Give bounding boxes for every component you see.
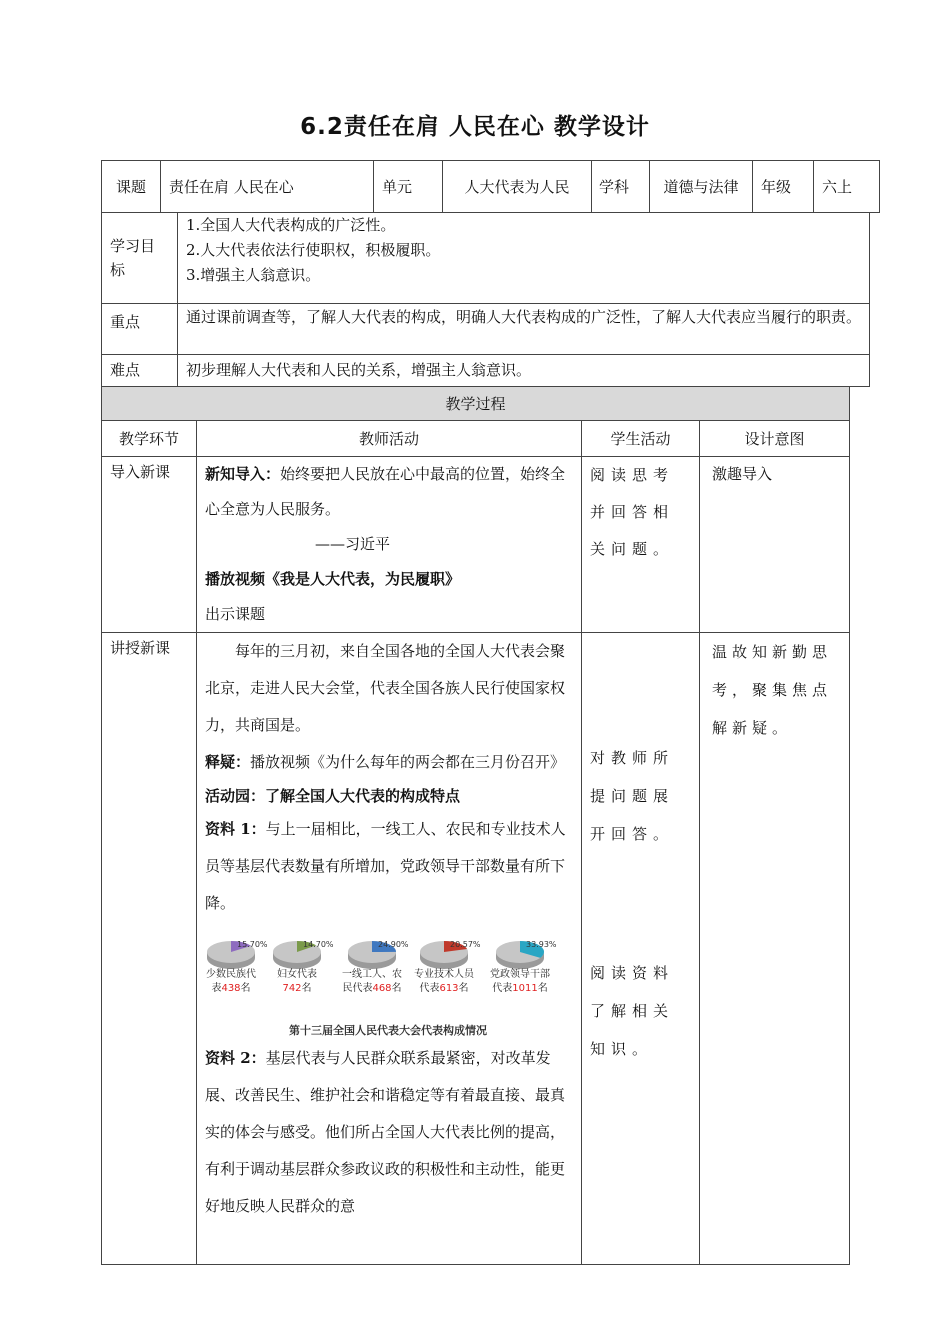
goals-table — [101, 212, 870, 387]
pie-percent-label: 14.70% — [303, 940, 334, 949]
qa-text: 播放视频《为什么每年的两会都在三月份召开》 — [250, 753, 566, 771]
student-cell — [582, 633, 700, 1265]
objectives-label: 学习目标 — [102, 213, 178, 304]
page-title: 6.2责任在肩 人民在心 教学设计 — [300, 114, 650, 140]
column-header: 设计意图 — [700, 421, 850, 457]
pie-category-label: 妇女代表 742名 — [277, 969, 317, 994]
chart-title: 第十三届全国人民代表大会代表构成情况 — [289, 1024, 487, 1037]
keypoint-label: 重点 — [102, 304, 178, 355]
activity-title: 活动园：了解全国人大代表的构成特点 — [205, 787, 461, 805]
quote-author: ——习近平 — [315, 535, 391, 553]
teacher-cell — [197, 457, 582, 633]
student-cell: 阅读思考并回答相关问题。 — [582, 457, 700, 633]
objective-item: 2.人大代表依法行使职权，积极履职。 — [186, 241, 441, 259]
unit-value: 人大代表为人民 — [443, 161, 592, 213]
intent-cell: 激趣导入 — [700, 457, 850, 633]
stage-cell: 导入新课 — [102, 457, 197, 633]
student-activity-1: 对教师所提问题展开回答。 — [590, 749, 675, 843]
objectives-list — [178, 213, 870, 304]
intent-cell: 温故知新勤思考，聚集焦点解新疑。 — [700, 633, 850, 1265]
grade-value: 六上 — [814, 161, 880, 213]
intro-text: 每年的三月初，来自全国各地的全国人大代表会聚北京，走进人民大会堂，代表全国各族人民行使国家权力，共商国是。 — [205, 642, 566, 734]
difficulty-label: 难点 — [102, 355, 178, 387]
column-header: 教学环节 — [102, 421, 197, 457]
pie-percent-label: 20.57% — [450, 940, 481, 949]
pie-percent-label: 33.93% — [526, 940, 557, 949]
stage-cell: 讲授新课 — [102, 633, 197, 1265]
objective-item: 3.增强主人翁意识。 — [186, 266, 321, 284]
grade-label: 年级 — [753, 161, 814, 213]
unit-label: 单元 — [374, 161, 443, 213]
process-table — [101, 386, 850, 1265]
teacher-cell — [197, 633, 582, 1265]
material2-label: 资料 2： — [205, 1049, 266, 1067]
lead-label: 新知导入： — [205, 465, 281, 483]
process-header: 教学过程 — [102, 387, 850, 421]
difficulty-text: 初步理解人大代表和人民的关系，增强主人翁意识。 — [178, 355, 870, 387]
pie-category-label: 党政领导干部 代表1011名 — [490, 969, 550, 994]
column-header: 教师活动 — [197, 421, 582, 457]
subject-value: 道德与法律 — [650, 161, 753, 213]
topic-text: 出示课题 — [205, 605, 266, 623]
pie-category-label: 一线工人、农 民代表468名 — [342, 969, 402, 994]
qa-label: 释疑： — [205, 753, 251, 771]
column-header: 学生活动 — [582, 421, 700, 457]
pie-category-label: 少数民族代 表438名 — [206, 969, 256, 994]
subject-label: 学科 — [592, 161, 650, 213]
info-table — [101, 160, 880, 213]
lesson-label: 课题 — [102, 161, 161, 213]
pie-percent-label: 15.70% — [237, 940, 268, 949]
pie-category-label: 专业技术人员 代表613名 — [414, 969, 474, 994]
video-text: 播放视频《我是人大代表，为民履职》 — [205, 570, 461, 588]
lesson-value: 责任在肩 人民在心 — [161, 161, 374, 213]
student-activity-2: 阅读资料了解相关知识。 — [590, 964, 675, 1058]
material2-text: 基层代表与人民群众联系最紧密，对改革发展、改善民生、维护社会和谐稳定等有着最直接、最真实的体会与感受。他们所占全国人大代表比例的提高，有利于调动基层群众参政议政的积极性和主动性，能更好地反映人民群众的意 — [205, 1049, 566, 1215]
keypoint-text: 通过课前调查等，了解人大代表的构成，明确人大代表构成的广泛性，了解人大代表应当履行的职责。 — [178, 304, 870, 355]
material1-text: 与上一届相比，一线工人、农民和专业技术人员等基层代表数量有所增加，党政领导干部数量有所下降。 — [205, 820, 566, 912]
material1-label: 资料 1： — [205, 820, 266, 838]
pie-percent-label: 24.90% — [378, 940, 409, 949]
objective-item: 1.全国人大代表构成的广泛性。 — [186, 216, 396, 234]
lead-text: 始终要把人民放在心中最高的位置，始终全心全意为人民服务。 — [205, 465, 566, 518]
composition-chart — [203, 926, 573, 1037]
